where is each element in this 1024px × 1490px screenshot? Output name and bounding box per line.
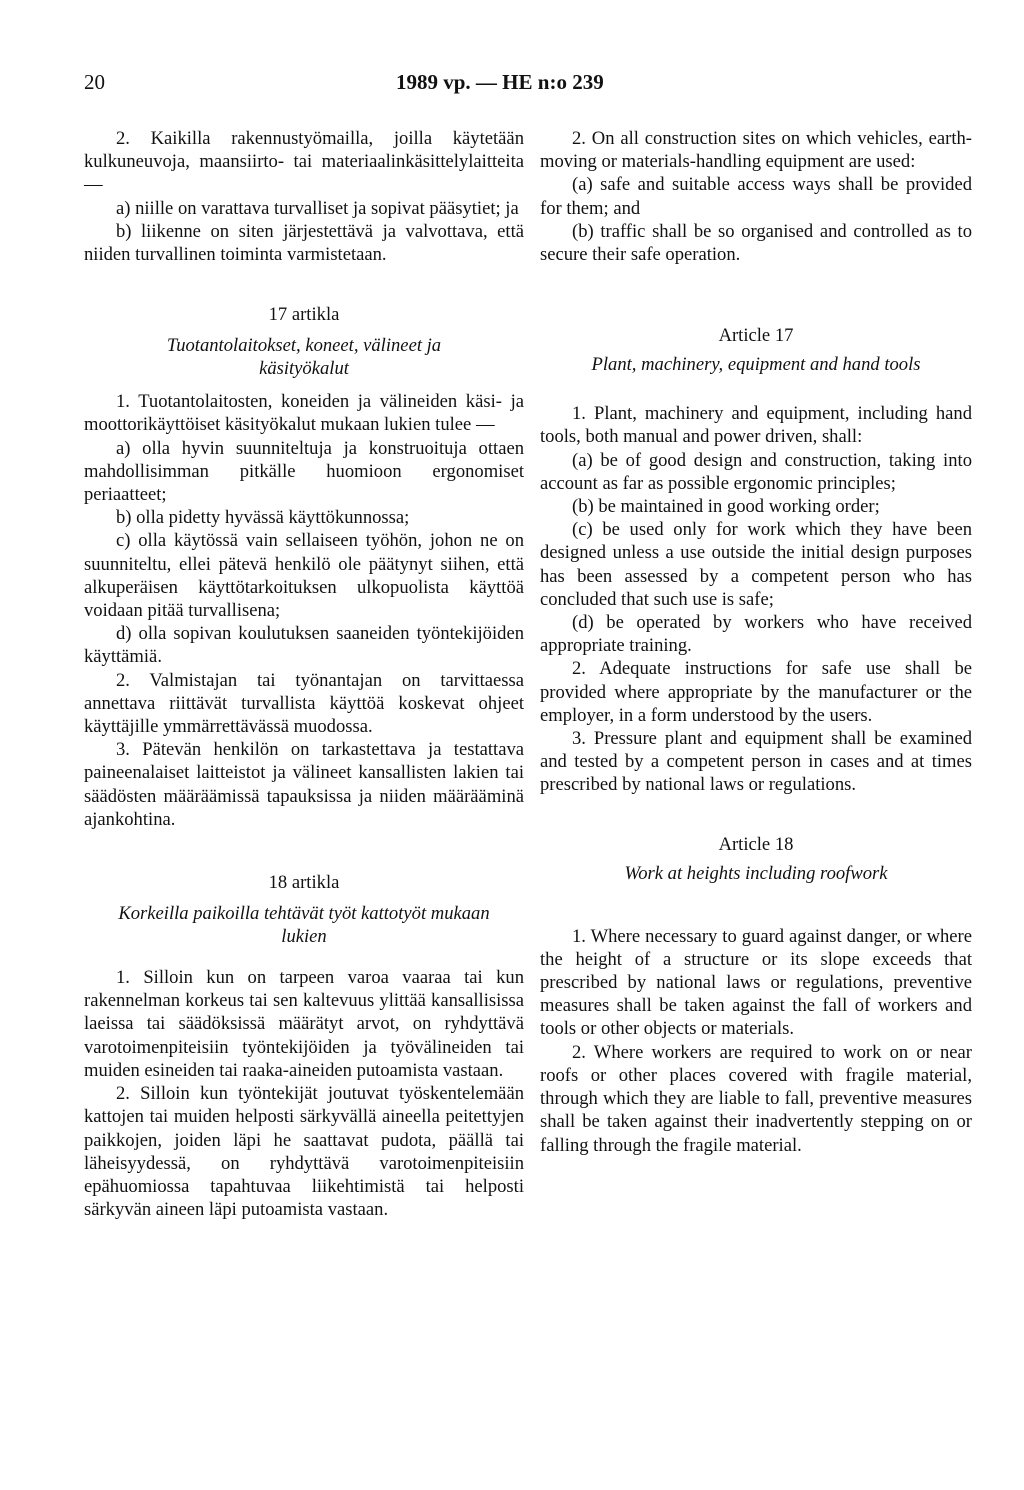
finnish-column (84, 127, 524, 1221)
fi-art17-para1-intro: 1. Tuotantolaitosten, koneiden ja välineiden käsi- ja moottorikäyttöiset käsityökalut mukaan lukien tulee — (84, 391, 524, 436)
en-art18-subtitle: Work at heights including roofwork (624, 862, 888, 884)
en-art16-para2-b: (b) traffic shall be so organised and controlled as to secure their safe operation. (540, 220, 972, 266)
page-number: 20 (84, 70, 105, 94)
fi-art17-para1-b: b) olla pidetty hyvässä käyttökunnossa; (116, 507, 410, 529)
fi-art18-subtitle: Korkeilla paikoilla tehtävät työt kattotyöt mukaan lukien (118, 903, 490, 948)
fi-art16-para2-intro: 2. Kaikilla rakennustyömailla, joilla käytetään kulkuneuvoja, maansiirto- tai materiaalinkäsittelylaitteita — (84, 128, 524, 196)
en-art18-heading: Article 18 (718, 833, 794, 855)
fi-art18-heading: 18 artikla (268, 872, 340, 894)
fi-art17-subtitle: Tuotantolaitokset, koneet, välineet ja käsityökalut (166, 335, 442, 380)
en-art17-para1-b: (b) be maintained in good working order; (572, 496, 880, 518)
en-art17-heading: Article 17 (718, 325, 794, 347)
english-column (540, 127, 972, 1157)
document-title: 1989 vp. — HE n:o 239 (396, 70, 604, 94)
en-art17-para2: 2. Adequate instructions for safe use shall be provided where appropriate by the manufacturer or the employer, in a form understood by the users. (540, 658, 972, 726)
fi-art16-para2-a: a) niille on varattava turvalliset ja sopivat pääsytiet; ja (116, 197, 519, 219)
fi-art17-para1-c: c) olla käytössä vain sellaiseen työhön, johon ne on suunniteltu, ellei pätevä henkilö ole päätynyt siihen, että alkuperäisen käyttötarkoituksen ulkopuolista käyttöä voidaan pitää turvallisena; (84, 530, 524, 622)
en-art17-subtitle: Plant, machinery, equipment and hand tools (591, 354, 921, 376)
fi-art17-heading: 17 artikla (268, 304, 340, 326)
fi-art17-para2: 2. Valmistajan tai työnantajan on tarvittaessa annettava riittävät turvallista käyttöä koskevat ohjeet käyttäjille ymmärrettävässä muodossa. (84, 669, 524, 738)
fi-art18-para1: 1. Silloin kun on tarpeen varoa vaaraa tai kun rakennelman korkeus tai sen kaltevuus ylittää kansallisissa laeissa tai säädöksissä määrätyt arvot, on ryhdyttävä varotoimenpiteisiin työntekijöiden ja työvälineiden tai muiden esineiden tai raaka-aineiden putoamista vastaan. (84, 967, 524, 1081)
en-art17-para3: 3. Pressure plant and equipment shall be examined and tested by a competent person in cases and at times prescribed by national laws or regulations. (540, 728, 972, 796)
en-art16-para2-intro: 2. On all construction sites on which vehicles, earth-moving or materials-handling equipment are used: (540, 128, 972, 173)
fi-art18-para2: 2. Silloin kun työntekijät joutuvat työskentelemään kattojen tai muiden helposti särkyvällä aineella peitettyjen paikkojen, joiden läpi he saattavat pudota, päällä tai läheisyydessä, on ryhdyttävä varotoimenpiteisiin epähuomiossa tapahtuvaa liikehtimistä tai helposti särkyvän aineen läpi putoamista vastaan. (84, 1083, 524, 1221)
fi-art17-para3: 3. Pätevän henkilön on tarkastettava ja testattava paineenalaiset laitteistot ja välineet kansallisten lakien tai säädösten määräämissä tapauksissa ja niiden määrääminä ajankohtina. (84, 739, 524, 830)
en-art17-para1-d: (d) be operated by workers who have received appropriate training. (540, 612, 972, 657)
en-art18-para1: 1. Where necessary to guard against danger, or where the height of a structure or its slope exceeds that prescribed by national laws or regulations, preventive measures shall be taken against the fall of workers and tools or other objects or materials. (540, 925, 972, 1040)
en-art17-para1-c: (c) be used only for work which they have been designed unless a use outside the initial design purposes has been assessed by a competent person who has concluded that such use is safe; (540, 519, 972, 610)
en-art16-para2-a: (a) safe and suitable access ways shall be provided for them; and (540, 174, 972, 219)
en-art17-para1-intro: 1. Plant, machinery and equipment, including hand tools, both manual and power driven, shall: (540, 403, 972, 448)
en-art17-para1-a: (a) be of good design and construction, taking into account as far as possible ergonomic principles; (540, 449, 972, 494)
fi-art17-para1-d: d) olla sopivan koulutuksen saaneiden työntekijöiden käyttämiä. (84, 623, 524, 668)
fi-art16-para2-b: b) liikenne on siten järjestettävä ja valvottava, että niiden turvallinen toiminta varmistetaan. (84, 220, 524, 266)
en-art18-para2: 2. Where workers are required to work on or near roofs or other places covered with fragile material, through which they are liable to fall, preventive measures shall be taken against their inadvertently stepping on or falling through the fragile material. (540, 1041, 972, 1156)
fi-art17-para1-a: a) olla hyvin suunniteltuja ja konstruoituja ottaen mahdollisimman pitkälle huomioon ergonomiset periaatteet; (84, 437, 524, 506)
